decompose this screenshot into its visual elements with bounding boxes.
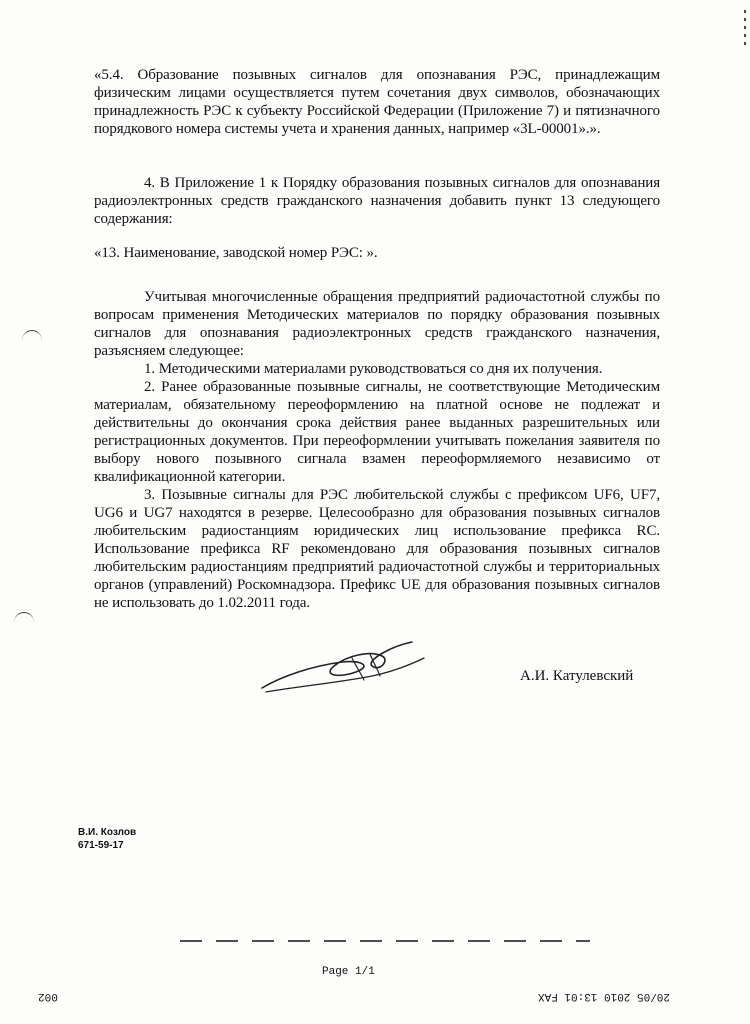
fax-dash-line: [180, 940, 590, 942]
binder-hole-mark: [14, 612, 34, 633]
executor-phone: 671-59-17: [78, 840, 124, 851]
fax-header: 20/05 2010 13:01 FAX: [538, 990, 671, 1002]
paragraph-4: 4. В Приложение 1 к Порядку образования позывных сигналов для опознавания радиоэлектронных средств гражданского назначения добавить пункт 13 следующего содержания:: [94, 175, 660, 227]
paragraph-5-4: «5.4. Образование позывных сигналов для опознавания РЭС, принадлежащим физическим лицами осуществляется путем сочетания двух символов, обозначающих принадлежность РЭС к субъекту Российской Федерации (Приложение 7) и пятизначного порядкового номера системы учета и хранения данных, например «3L-00001».».: [94, 67, 660, 137]
list-item: 1. Методическими материалами руководствоваться со дня их получения.: [144, 361, 603, 377]
executor-block: [78, 826, 136, 852]
clarification-list: [94, 360, 660, 612]
executor-name: В.И. Козлов: [78, 827, 137, 838]
list-item: 2. Ранее образованные позывные сигналы, не соответствующие Методическим материалам, обязательному переоформлению на платной основе не подлежат и действительны до окончания срока действия ранее выданных разрешительных или регистрационных документов. При переоформлении учитывать пожелания заявителя по выбору нового позывного сигнала взамен переоформляемого независимо от квалификационной категории.: [94, 379, 660, 485]
binder-hole-mark: [22, 330, 42, 351]
scan-edge-marks: [744, 10, 746, 50]
page-number: Page 1/1: [322, 966, 375, 978]
intro-paragraph: Учитывая многочисленные обращения предприятий радиочастотной службы по вопросам применения Методических материалов по порядку образования позывных сигналов для опознавания радиоэлектронных средств гражданского назначения, разъясняем следующее:: [94, 289, 660, 359]
signatory-name: А.И. Катулевский: [520, 668, 634, 684]
list-item: 3. Позывные сигналы для РЭС любительской службы с префиксом UF6, UF7, UG6 и UG7 находятся в резерве. Целесообразно для образования позывных сигналов любительским радиостанциям юридических лиц использование префикса RC. Использование префикса RF рекомендовано для образования позывных сигналов любительским радиостанциям предприятий радиочастотной службы и территориальных органов (управлений) Роскомнадзора. Префикс UE для образования позывных сигналов не использовать до 1.02.2011 года.: [94, 487, 660, 611]
paragraph-13: «13. Наименование, заводской номер РЭС: ».: [94, 245, 378, 261]
handwritten-signature: [252, 636, 432, 702]
fax-page-number: 002: [38, 990, 58, 1002]
